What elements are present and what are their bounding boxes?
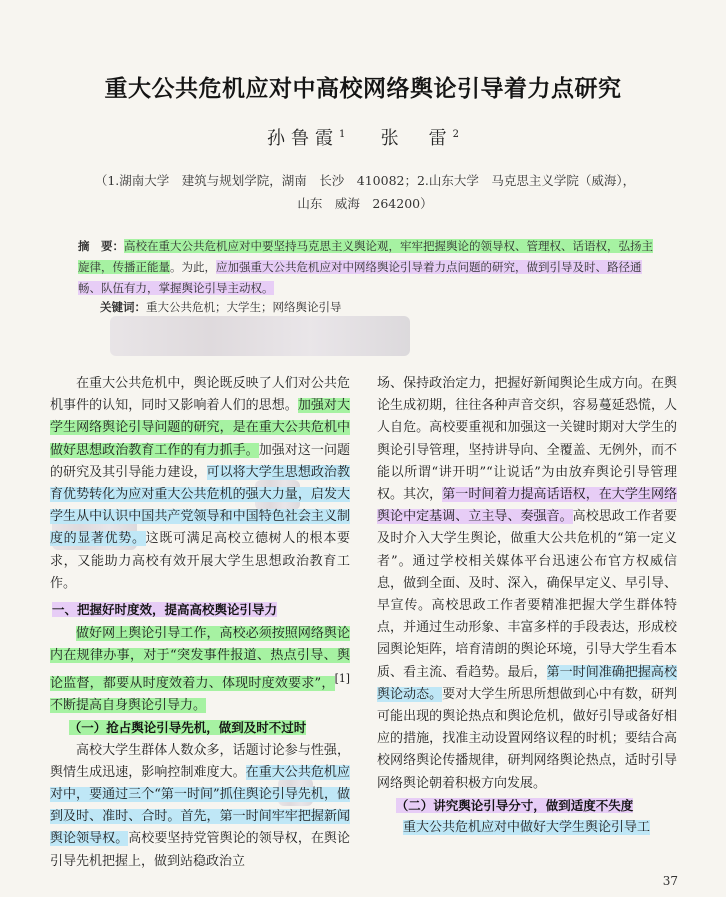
reference-marker: [1] [334, 671, 350, 685]
author-2: 张 雷 [380, 128, 453, 149]
highlight-blue: 在重大公共危机应对中，要通过三个“第一时间”抓住舆论引导先机，做到及时、准时、合时。首先，第一时间牢牢把握新闻舆论领导权。 [50, 764, 350, 847]
body-text: 加强对这一问题的研究及其引导能力建设， [50, 442, 350, 480]
highlight-blue: 可以将大学生思想政治教育优势转化为应对重大公共危机的强大力量，启发大学生从中认识中国共产党领导和中国特色社会主义制度的显著优势。 [50, 464, 350, 547]
paragraph [50, 740, 350, 873]
body-text: 在重大公共危机中，舆论既反映了人们对公共危机事件的认知，同时又影响着人们的思想。 [50, 376, 350, 414]
abstract-text: 。为此， [170, 260, 216, 274]
highlight-green: 不断提高自身舆论引导力。 [50, 698, 207, 714]
subsection-heading-text: （一）抢占舆论引导先机，做到及时不过时 [68, 720, 307, 736]
abstract [78, 236, 663, 299]
body-text: 高校思政工作者要及时介入大学生舆论，做重大公共危机的“第一定义者”。通过学校相关媒体平台迅速公布官方权威信息，做到全面、及时、深入，确保早定义、早引导、早宣传。高校思政工作者要精准把握大学生群体特点，并通过生动形象、丰富多样的手段表达，形成校园舆论矩阵，培育清朗的舆论环境，引导大学生看本质、看主流、看趋势。最后， [377, 509, 677, 680]
left-column [50, 373, 350, 873]
author-line [0, 124, 726, 150]
author-2-mark: 2 [452, 129, 459, 140]
subsection-heading-2 [377, 795, 677, 817]
paragraph [50, 373, 350, 595]
highlight-purple: 第一时间着力提高话语权，在大学生网络舆论中定基调、立主导、奏强音。 [377, 487, 677, 525]
redacted-region [110, 316, 410, 356]
paragraph [377, 373, 677, 795]
right-column [377, 373, 677, 839]
abstract-highlight-green: 高校在重大公共危机应对中要坚持马克思主义舆论观，牢牢把握舆论的领导权、管理权、话语权，弘扬主旋律，传播正能量 [78, 239, 653, 274]
affiliation-line-1: （1.湖南大学 建筑与规划学院，湖南 长沙 410082；2.山东大学 马克思主义学院（威海）， [94, 173, 636, 188]
body-text: 高校要坚持党管舆论的领导权，在舆论引导先机把握上，做到站稳政治立 [50, 831, 350, 869]
keywords-label: 关键词： [100, 300, 146, 314]
page-number: 37 [662, 874, 678, 888]
affiliation-line-2: 山东 威海 264200） [297, 196, 433, 211]
section-heading-1 [50, 599, 350, 621]
subsection-heading-1 [50, 717, 350, 739]
highlight-green: 做好网上舆论引导工作，高校必须按照网络舆论内在规律办事，对于“突发事件报道、热点引导、舆论监督，都要从时度效着力、体现时度效要求”， [50, 626, 350, 691]
body-text: 这既可满足高校立德树人的根本要求，又能助力高校有效开展大学生思想政治教育工作。 [50, 531, 350, 591]
highlight-blue: 第一时间准确把握高校舆论动态。 [377, 664, 677, 702]
affiliation [70, 169, 660, 215]
author-1: 孙鲁霞 [267, 128, 340, 149]
highlight-green: 加强对大学生网络舆论引导问题的研究，是在重大公共危机中做好思想政治教育工作的有力抓手。 [50, 398, 350, 458]
section-heading-text: 一、把握好时度效，提高高校舆论引导力 [52, 602, 278, 618]
abstract-label: 摘 要： [78, 239, 124, 253]
body-text: 要对大学生所思所想做到心中有数，研判可能出现的舆论热点和舆论危机，做好引导或备好相应的措施，找准主动设置网络议程的时机；要结合高校网络舆论传播规律，研判网络舆论热点，适时引导网络舆论朝着积极方向发展。 [377, 686, 677, 791]
body-text: 场、保持政治定力，把握好新闻舆论生成方向。在舆论生成初期，往往各种声音交织，容易蔓延恐慌，人人自危。高校要重视和加强这一关键时期对大学生的舆论引导管理，坚持讲导向、全覆盖、无例外，而不能以所谓“讲开明”“让说话”为由放弃舆论引导管理权。其次， [377, 376, 677, 503]
keywords-text: 重大公共危机；大学生；网络舆论引导 [146, 300, 342, 314]
paragraph [50, 623, 350, 717]
keywords [100, 299, 660, 315]
paper-title: 重大公共危机应对中高校网络舆论引导着力点研究 [104, 76, 622, 102]
highlight-blue: 重大公共危机应对中做好大学生舆论引导工 [403, 820, 651, 836]
paragraph [377, 817, 677, 839]
subsection-heading-text: （二）讲究舆论引导分寸，做到适度不失度 [395, 797, 634, 813]
abstract-highlight-purple: 应加强重大公共危机应对中网络舆论引导着力点问题的研究，做到引导及时、路径通畅、队伍有力，掌握舆论引导主动权。 [78, 260, 642, 295]
author-1-mark: 1 [339, 129, 346, 140]
body-text: 高校大学生群体人数众多，话题讨论参与性强，舆情生成迅速，影响控制难度大。 [50, 742, 350, 780]
